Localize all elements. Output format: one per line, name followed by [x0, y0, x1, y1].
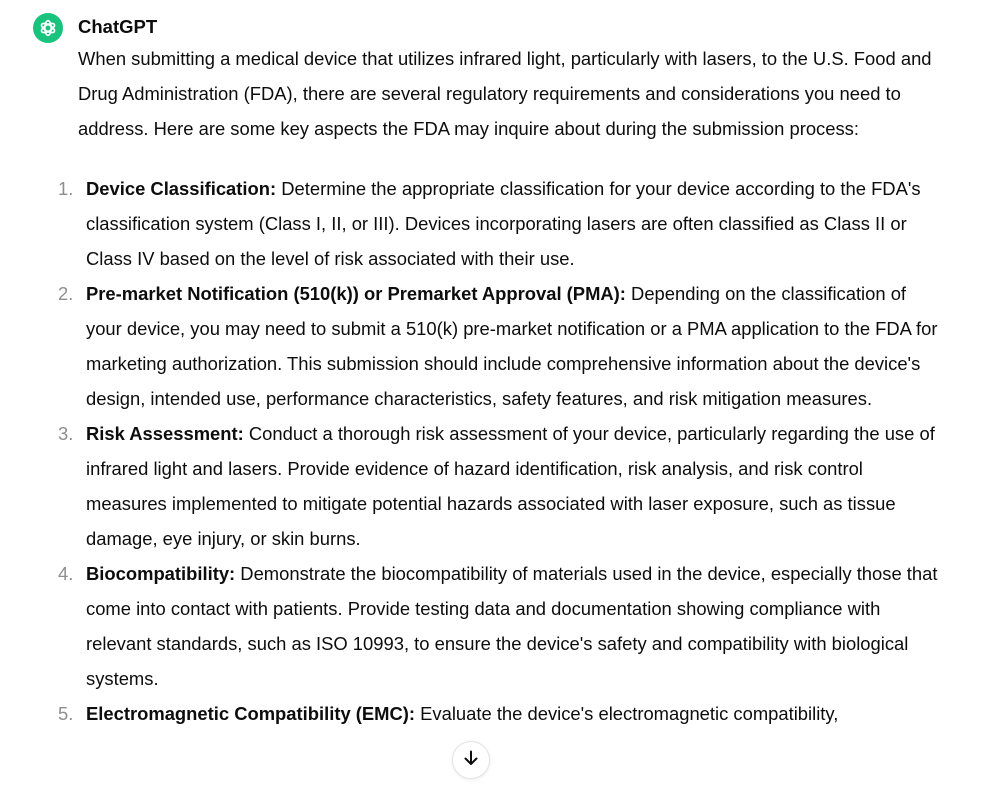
list-item	[58, 171, 946, 276]
list-item	[58, 696, 946, 731]
list-item-text: Evaluate the device's electromagnetic compatibility,	[415, 703, 839, 724]
list-item-text: Conduct a thorough risk assessment of your device, particularly regarding the use of infrared light and lasers. Provide evidence of hazard identification, risk analysis, and risk control measures implemented to mitigate potential hazards associated with laser exposure, such as tissue damage, eye injury, or skin burns.	[86, 423, 935, 549]
list-item-term: Pre-market Notification (510(k)) or Premarket Approval (PMA):	[86, 283, 626, 304]
list-item-term: Risk Assessment:	[86, 423, 244, 444]
list-item	[58, 416, 946, 556]
scroll-to-bottom-button[interactable]	[452, 741, 490, 779]
numbered-list	[58, 171, 958, 731]
list-item-text: Determine the appropriate classification for your device according to the FDA's classification system (Class I, II, or III). Devices incorporating lasers are often classified as Class II or Class IV based on the level of risk associated with their use.	[86, 178, 921, 269]
arrow-down-icon	[462, 749, 480, 772]
list-item-term: Electromagnetic Compatibility (EMC):	[86, 703, 416, 724]
list-item-term: Biocompatibility:	[86, 563, 236, 584]
list-number: 2.	[58, 283, 74, 304]
list-item	[58, 556, 946, 696]
message-content	[58, 41, 958, 731]
list-number: 5.	[58, 703, 74, 724]
list-item-text: Demonstrate the biocompatibility of materials used in the device, especially those that come into contact with patients. Provide testing data and documentation showing compliance with relevant standards, such as ISO 10993, to ensure the device's safety and compatibility with biological systems.	[86, 563, 938, 689]
list-item-text: Depending on the classification of your device, you may need to submit a 510(k) pre-market notification or a PMA application to the FDA for marketing authorization. This submission should include comprehensive information about the device's design, intended use, performance characteristics, safety features, and risk mitigation measures.	[86, 283, 938, 409]
list-number: 4.	[58, 563, 74, 584]
list-number: 1.	[58, 178, 74, 199]
list-number: 3.	[58, 423, 74, 444]
message-author: ChatGPT	[78, 16, 158, 37]
openai-logo-icon	[33, 13, 63, 43]
list-item	[58, 276, 946, 416]
list-item-term: Device Classification:	[86, 178, 277, 199]
intro-paragraph: When submitting a medical device that utilizes infrared light, particularly with lasers, to the U.S. Food and Drug Administration (FDA), there are several regulatory requirements and considerations you need to address. Here are some key aspects the FDA may inquire about during the submission process:	[78, 48, 932, 139]
